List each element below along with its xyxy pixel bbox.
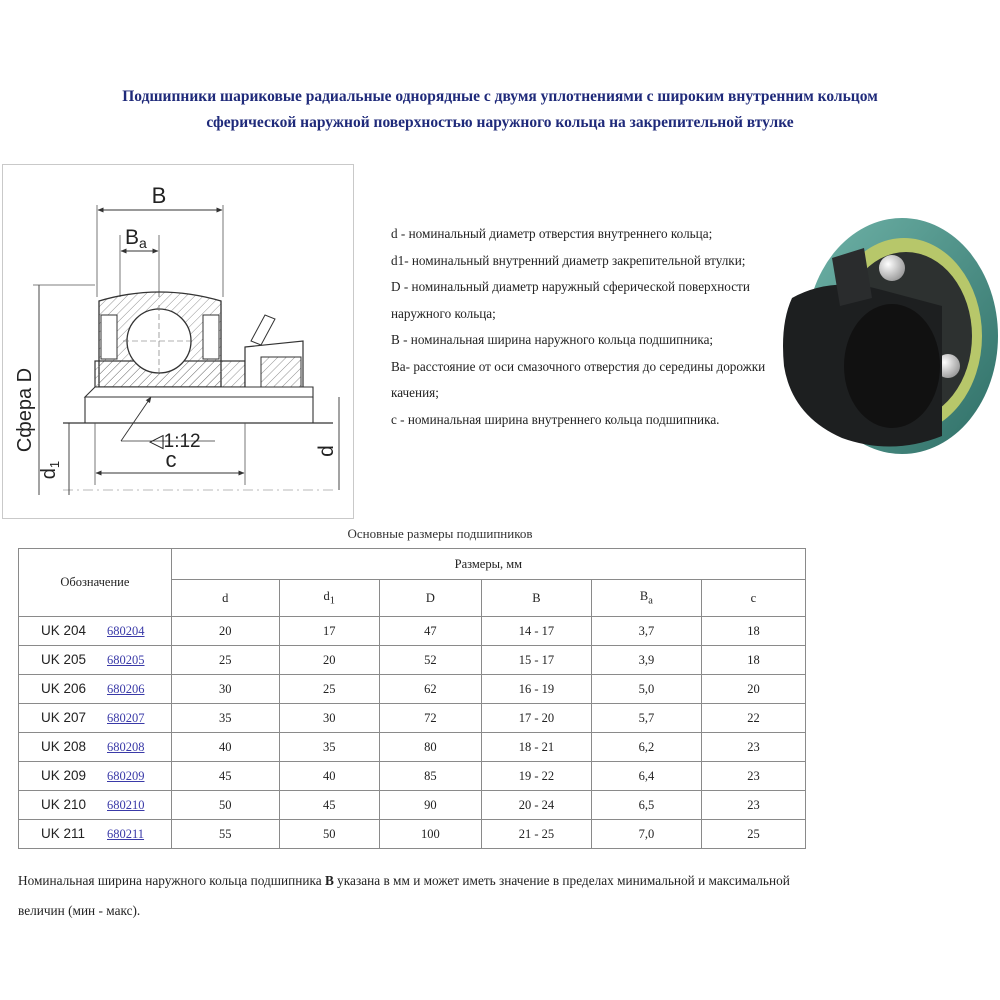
cell-c: 18 — [701, 617, 805, 646]
cell-Ba: 3,9 — [591, 646, 701, 675]
cell-B: 17 - 20 — [481, 704, 591, 733]
cell-D: 85 — [379, 762, 481, 791]
cell-B: 16 - 19 — [481, 675, 591, 704]
cell-B: 15 - 17 — [481, 646, 591, 675]
designation-link[interactable]: 680204 — [107, 624, 145, 638]
technical-drawing — [2, 164, 354, 519]
cell-D: 90 — [379, 791, 481, 820]
designation-code: UK 210 — [41, 797, 87, 812]
designation-link[interactable]: 680209 — [107, 769, 145, 783]
table-row — [19, 820, 806, 849]
table-row — [19, 791, 806, 820]
taper-label: ◁1:12 — [149, 431, 201, 452]
dim-b-label: B — [151, 183, 167, 208]
col-D-header: D — [379, 580, 481, 617]
cell-Ba: 6,5 — [591, 791, 701, 820]
col-d-header: d — [171, 580, 279, 617]
table-body — [19, 617, 806, 849]
bearing-section-drawing — [3, 165, 353, 518]
designation-cell — [19, 820, 172, 849]
definition-item: d1- номинальный внутренний диаметр закрепительной втулки; — [391, 252, 746, 268]
designation-code: UK 204 — [41, 623, 87, 638]
table-row — [19, 675, 806, 704]
footnote-bold-b: В — [324, 873, 334, 888]
cell-D: 47 — [379, 617, 481, 646]
cell-d1: 45 — [279, 791, 379, 820]
table-row — [19, 733, 806, 762]
cell-c: 20 — [701, 675, 805, 704]
designation-link[interactable]: 680211 — [107, 827, 145, 841]
designation-code: UK 208 — [41, 739, 87, 754]
designation-code: UK 206 — [41, 681, 87, 696]
dim-c-label: c — [165, 447, 177, 472]
cell-d: 45 — [171, 762, 279, 791]
cell-d1: 17 — [279, 617, 379, 646]
dimensions-group-header: Размеры, мм — [171, 549, 805, 580]
col-Ba-header: $B_a$ — [591, 580, 701, 617]
cell-c: 23 — [701, 791, 805, 820]
designation-cell — [19, 733, 172, 762]
designation-header: Обозначение — [19, 549, 172, 617]
cell-B: 21 - 25 — [481, 820, 591, 849]
cell-c: 18 — [701, 646, 805, 675]
definition-item: D - номинальный диаметр наружный сферической поверхности наружного кольца; — [391, 279, 750, 321]
cell-D: 80 — [379, 733, 481, 762]
page-title — [0, 84, 1000, 136]
cell-d: 20 — [171, 617, 279, 646]
page-title-line-2: сферической наружной поверхностью наружного кольца на закрепительной втулке — [206, 114, 794, 131]
cell-c: 22 — [701, 704, 805, 733]
designation-link[interactable]: 680206 — [107, 682, 145, 696]
col-B-header: B — [481, 580, 591, 617]
cell-Ba: 6,2 — [591, 733, 701, 762]
definition-item: c - номинальная ширина внутреннего кольца подшипника. — [391, 411, 720, 427]
cell-c: 23 — [701, 762, 805, 791]
cell-d1: 20 — [279, 646, 379, 675]
cell-D: 100 — [379, 820, 481, 849]
cell-B: 19 - 22 — [481, 762, 591, 791]
dim-d-label: d — [315, 445, 338, 457]
cell-d: 50 — [171, 791, 279, 820]
table-row — [19, 617, 806, 646]
designation-cell — [19, 791, 172, 820]
page-title-line-1: Подшипники шариковые радиальные однорядные с двумя уплотнениями с широким внутренним кольцом — [122, 88, 878, 105]
cell-Ba: 3,7 — [591, 617, 701, 646]
definition-item: Ва- расстояние от оси смазочного отверстия до середины дорожки качения; — [391, 358, 766, 400]
definition-item: d - номинальный диаметр отверстия внутреннего кольца; — [391, 226, 713, 241]
cell-D: 52 — [379, 646, 481, 675]
designation-link[interactable]: 680205 — [107, 653, 145, 667]
cell-d1: 50 — [279, 820, 379, 849]
cell-c: 23 — [701, 733, 805, 762]
cell-d: 40 — [171, 733, 279, 762]
designation-link[interactable]: 680208 — [107, 740, 145, 754]
col-c-header: c — [701, 580, 805, 617]
dim-d1-label: $d_1$ — [38, 460, 62, 480]
dim-ba-label: Ba — [125, 226, 147, 251]
cell-Ba: 5,0 — [591, 675, 701, 704]
cell-d: 35 — [171, 704, 279, 733]
table-row — [19, 762, 806, 791]
cell-d1: 35 — [279, 733, 379, 762]
table-row — [19, 646, 806, 675]
designation-link[interactable]: 680210 — [107, 798, 145, 812]
cell-d1: 40 — [279, 762, 379, 791]
bearing-3d-render — [772, 206, 1000, 468]
cell-B: 14 - 17 — [481, 617, 591, 646]
cell-d1: 30 — [279, 704, 379, 733]
cell-d: 55 — [171, 820, 279, 849]
cell-B: 18 - 21 — [481, 733, 591, 762]
cell-Ba: 7,0 — [591, 820, 701, 849]
col-d1-header: $d_1$ — [279, 580, 379, 617]
cell-d1: 25 — [279, 675, 379, 704]
designation-code: UK 209 — [41, 768, 87, 783]
cell-B: 20 - 24 — [481, 791, 591, 820]
definition-item: В - номинальная ширина наружного кольца подшипника; — [391, 332, 714, 347]
designation-link[interactable]: 680207 — [107, 711, 145, 725]
definitions-list — [391, 221, 781, 433]
cell-d: 25 — [171, 646, 279, 675]
designation-code: UK 207 — [41, 710, 87, 725]
cell-Ba: 6,4 — [591, 762, 701, 791]
bearing-3d-image — [772, 206, 1000, 468]
designation-cell — [19, 617, 172, 646]
cell-Ba: 5,7 — [591, 704, 701, 733]
designation-cell — [19, 762, 172, 791]
designation-cell — [19, 646, 172, 675]
designation-cell — [19, 675, 172, 704]
cell-D: 62 — [379, 675, 481, 704]
cell-c: 25 — [701, 820, 805, 849]
cell-d: 30 — [171, 675, 279, 704]
footnote: Номинальная ширина наружного кольца подшипника В указана в мм и может иметь значение в пределах минимальной и максимальной величин (мин - макс). — [18, 873, 790, 918]
table-header-row — [19, 549, 806, 580]
table-row — [19, 704, 806, 733]
sphere-d-label: Сфера D — [14, 367, 36, 453]
designation-code: UK 205 — [41, 652, 87, 667]
table-caption: Основные размеры подшипников — [347, 526, 533, 541]
dimensions-table — [18, 548, 806, 849]
designation-code: UK 211 — [41, 826, 86, 841]
cell-D: 72 — [379, 704, 481, 733]
designation-cell — [19, 704, 172, 733]
